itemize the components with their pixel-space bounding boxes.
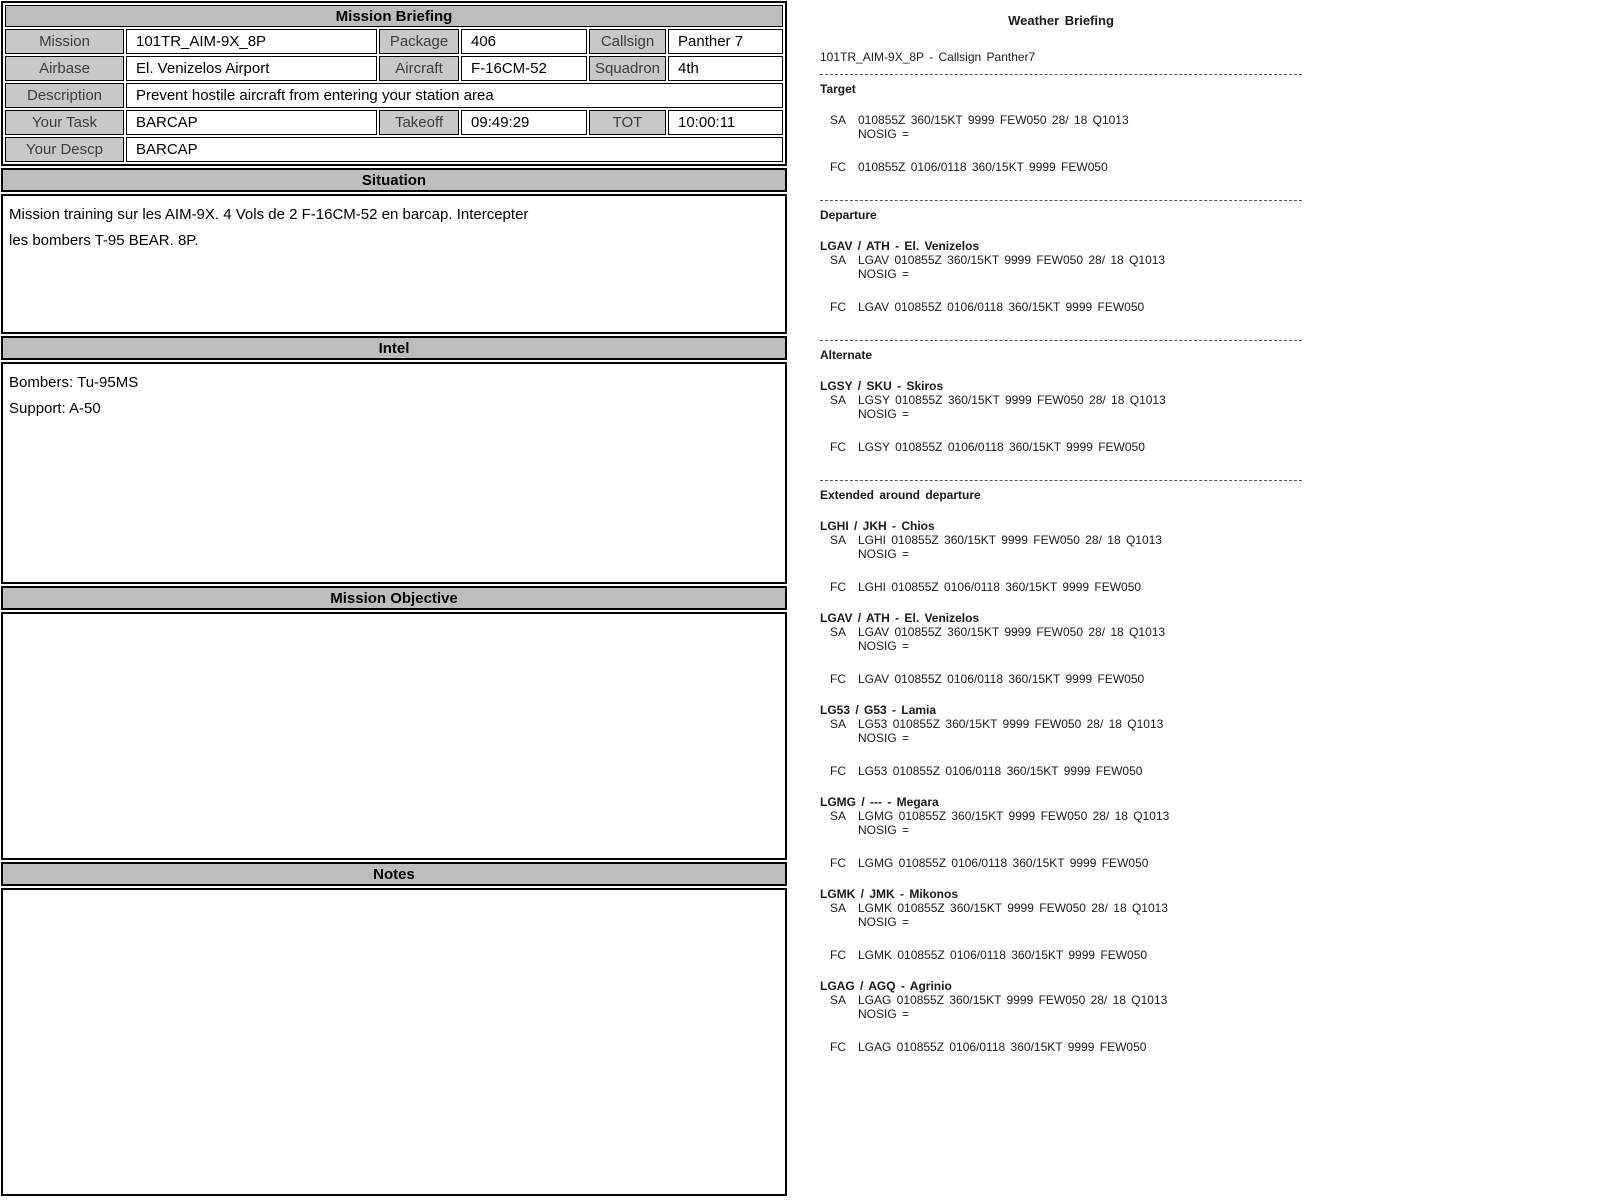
obs-type-label: FC: [830, 764, 846, 778]
metar-line: LGHI 010855Z 360/15KT 9999 FEW050 28/ 18 Q1013: [858, 533, 1162, 547]
weather-station: [820, 611, 1302, 686]
observation-sa: [820, 901, 1302, 929]
mission-briefing-panel: [1, 1, 787, 1196]
weather-section-heading: Departure: [820, 208, 877, 222]
obs-type-label: SA: [830, 901, 847, 915]
metar-line: LGMK 010855Z 0106/0118 360/15KT 9999 FEW050: [858, 948, 1148, 962]
metar-line: LGHI 010855Z 0106/0118 360/15KT 9999 FEW050: [858, 580, 1142, 594]
metar-line: LGMG 010855Z 0106/0118 360/15KT 9999 FEW050: [858, 856, 1149, 870]
obs-type-label: FC: [830, 1040, 846, 1054]
separator-line: [820, 74, 1302, 75]
nosig-line: NOSIG =: [858, 267, 910, 281]
metar-line: LGAV 010855Z 0106/0118 360/15KT 9999 FEW050: [858, 672, 1145, 686]
observation-sa: [820, 393, 1302, 421]
obs-type-label: SA: [830, 809, 847, 823]
obs-text: [858, 764, 1142, 778]
field-label-airbase: Airbase: [5, 56, 124, 81]
nosig-line: NOSIG =: [858, 731, 910, 745]
field-label-callsign: Callsign: [589, 29, 666, 54]
obs-type-label: SA: [830, 253, 847, 267]
metar-line: LGAV 010855Z 0106/0118 360/15KT 9999 FEW050: [858, 300, 1145, 314]
observation-sa: [820, 809, 1302, 837]
station-name: LGAV / ATH - El. Venizelos: [820, 611, 980, 625]
field-value-callsign: Panther 7: [668, 29, 783, 54]
obs-type-label: SA: [830, 625, 847, 639]
separator-line: [820, 200, 1302, 201]
mission-objective-header: Mission Objective: [1, 586, 787, 610]
obs-text: [858, 113, 1129, 141]
situation-line-2: les bombers T-95 BEAR. 8P.: [9, 232, 199, 249]
nosig-line: NOSIG =: [858, 547, 910, 561]
observation-sa: [820, 717, 1302, 745]
weather-station: [820, 519, 1302, 594]
metar-line: LGMK 010855Z 360/15KT 9999 FEW050 28/ 18 Q1013: [858, 901, 1168, 915]
field-value-package: 406: [461, 29, 587, 54]
field-label-package: Package: [379, 29, 459, 54]
metar-line: LGMG 010855Z 360/15KT 9999 FEW050 28/ 18 Q1013: [858, 809, 1170, 823]
observation-fc: [820, 856, 1302, 870]
metar-line: LGSY 010855Z 360/15KT 9999 FEW050 28/ 18 Q1013: [858, 393, 1166, 407]
nosig-line: NOSIG =: [858, 639, 910, 653]
obs-type-label: SA: [830, 533, 847, 547]
obs-text: [858, 253, 1165, 281]
intel-header: Intel: [1, 336, 787, 360]
field-value-your-task: BARCAP: [126, 110, 377, 135]
metar-line: LG53 010855Z 0106/0118 360/15KT 9999 FEW050: [858, 764, 1143, 778]
station-name: LG53 / G53 - Lamia: [820, 703, 937, 717]
field-value-your-descp: BARCAP: [126, 137, 783, 162]
station-name: LGMG / --- - Megara: [820, 795, 939, 809]
weather-mission-subtitle: 101TR_AIM-9X_8P - Callsign Panther7: [820, 50, 1036, 64]
intel-line-2: Support: A-50: [9, 400, 101, 417]
metar-line: LGAG 010855Z 360/15KT 9999 FEW050 28/ 18 Q1013: [858, 993, 1168, 1007]
field-label-takeoff: Takeoff: [379, 110, 459, 135]
obs-text: [858, 948, 1147, 962]
weather-station: [820, 113, 1302, 174]
separator-line: [820, 480, 1302, 481]
obs-type-label: FC: [830, 440, 846, 454]
field-value-airbase: El. Venizelos Airport: [126, 56, 377, 81]
field-label-your-task: Your Task: [5, 110, 124, 135]
field-value-takeoff: 09:49:29: [461, 110, 587, 135]
obs-type-label: FC: [830, 160, 846, 174]
station-name: LGMK / JMK - Mikonos: [820, 887, 958, 901]
metar-line: LG53 010855Z 360/15KT 9999 FEW050 28/ 18 Q1013: [858, 717, 1164, 731]
obs-text: [858, 440, 1145, 454]
field-label-mission: Mission: [5, 29, 124, 54]
weather-station: [820, 979, 1302, 1054]
obs-type-label: FC: [830, 580, 846, 594]
obs-text: [858, 856, 1148, 870]
weather-briefing-panel: [820, 0, 1302, 1054]
weather-section-heading: Alternate: [820, 348, 873, 362]
weather-section-heading: Extended around departure: [820, 488, 981, 502]
weather-station: [820, 887, 1302, 962]
field-value-squadron: 4th: [668, 56, 783, 81]
weather-station: [820, 239, 1302, 314]
obs-type-label: FC: [830, 300, 846, 314]
notes-box: [1, 888, 787, 1196]
metar-line: 010855Z 0106/0118 360/15KT 9999 FEW050: [858, 160, 1108, 174]
separator-line: [820, 340, 1302, 341]
situation-header: Situation: [1, 168, 787, 192]
obs-text: [858, 533, 1162, 561]
observation-fc: [820, 1040, 1302, 1054]
obs-type-label: FC: [830, 948, 846, 962]
intel-line-1: Bombers: Tu-95MS: [9, 374, 139, 391]
weather-sections: [820, 74, 1302, 1054]
station-name: LGSY / SKU - Skiros: [820, 379, 944, 393]
observation-fc: [820, 948, 1302, 962]
obs-text: [858, 901, 1168, 929]
field-value-aircraft: F-16CM-52: [461, 56, 587, 81]
station-name: LGHI / JKH - Chios: [820, 519, 935, 533]
nosig-line: NOSIG =: [858, 915, 910, 929]
field-value-mission: 101TR_AIM-9X_8P: [126, 29, 377, 54]
observation-fc: [820, 300, 1302, 314]
metar-line: LGAV 010855Z 360/15KT 9999 FEW050 28/ 18 Q1013: [858, 625, 1166, 639]
weather-station: [820, 795, 1302, 870]
obs-text: [858, 160, 1108, 174]
obs-text: [858, 393, 1166, 421]
nosig-line: NOSIG =: [858, 407, 910, 421]
obs-text: [858, 672, 1144, 686]
station-name: LGAG / AGQ - Agrinio: [820, 979, 952, 993]
field-label-your-descp: Your Descp: [5, 137, 124, 162]
nosig-line: NOSIG =: [858, 1007, 910, 1021]
obs-text: [858, 993, 1167, 1021]
obs-text: [858, 580, 1141, 594]
observation-sa: [820, 113, 1302, 141]
observation-sa: [820, 533, 1302, 561]
field-label-description: Description: [5, 83, 124, 108]
field-value-tot: 10:00:11: [668, 110, 783, 135]
metar-line: LGAG 010855Z 0106/0118 360/15KT 9999 FEW050: [858, 1040, 1147, 1054]
obs-type-label: SA: [830, 393, 847, 407]
weather-station: [820, 379, 1302, 454]
obs-text: [858, 300, 1144, 314]
nosig-line: NOSIG =: [858, 823, 910, 837]
field-value-description: Prevent hostile aircraft from entering your station area: [126, 83, 783, 108]
intel-box: [1, 362, 787, 584]
observation-fc: [820, 672, 1302, 686]
obs-text: [858, 625, 1165, 653]
observation-fc: [820, 160, 1302, 174]
obs-type-label: FC: [830, 672, 846, 686]
observation-sa: [820, 253, 1302, 281]
obs-type-label: SA: [830, 113, 847, 127]
situation-line-1: Mission training sur les AIM-9X. 4 Vols de 2 F-16CM-52 en barcap. Intercepter: [9, 206, 529, 223]
nosig-line: NOSIG =: [858, 127, 910, 141]
observation-fc: [820, 580, 1302, 594]
notes-header: Notes: [1, 862, 787, 886]
obs-type-label: SA: [830, 717, 847, 731]
metar-line: 010855Z 360/15KT 9999 FEW050 28/ 18 Q1013: [858, 113, 1129, 127]
mission-briefing-table: [1, 1, 787, 166]
obs-text: [858, 1040, 1146, 1054]
observation-fc: [820, 440, 1302, 454]
situation-box: [1, 194, 787, 334]
observation-fc: [820, 764, 1302, 778]
observation-sa: [820, 993, 1302, 1021]
observation-sa: [820, 625, 1302, 653]
weather-station: [820, 703, 1302, 778]
field-label-tot: TOT: [589, 110, 666, 135]
mission-briefing-title: Mission Briefing: [5, 5, 783, 27]
field-label-aircraft: Aircraft: [379, 56, 459, 81]
obs-type-label: FC: [830, 856, 846, 870]
station-name: LGAV / ATH - El. Venizelos: [820, 239, 980, 253]
obs-text: [858, 717, 1163, 745]
mission-objective-box: [1, 612, 787, 860]
metar-line: LGSY 010855Z 0106/0118 360/15KT 9999 FEW050: [858, 440, 1145, 454]
metar-line: LGAV 010855Z 360/15KT 9999 FEW050 28/ 18 Q1013: [858, 253, 1166, 267]
obs-type-label: SA: [830, 993, 847, 1007]
weather-briefing-title: Weather Briefing: [1008, 13, 1114, 28]
weather-section-heading: Target: [820, 82, 856, 96]
field-label-squadron: Squadron: [589, 56, 666, 81]
obs-text: [858, 809, 1169, 837]
